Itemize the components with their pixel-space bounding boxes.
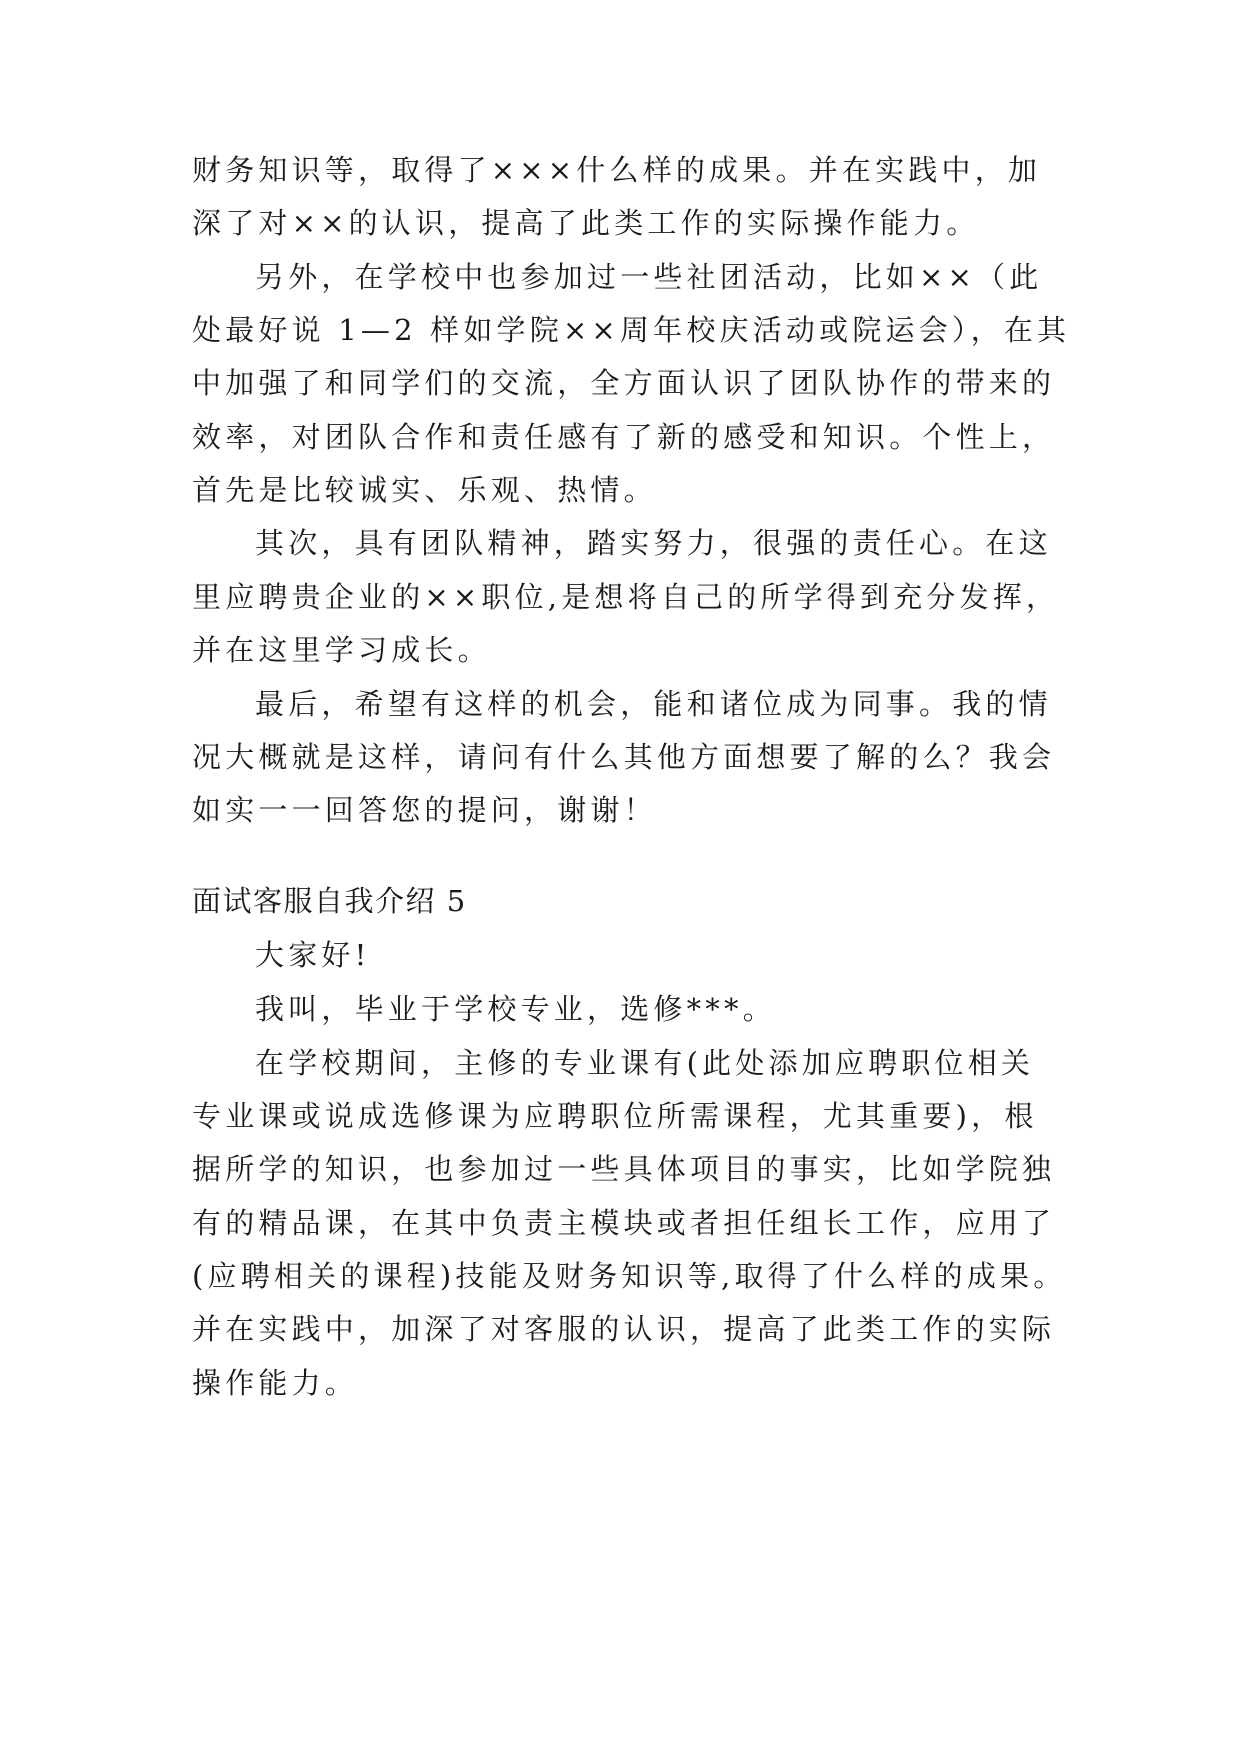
paragraph-line: 我叫，毕业于学校专业，选修***。 xyxy=(255,992,776,1026)
paragraph-line: 有的精品课，在其中负责主模块或者担任组长工作，应用了 xyxy=(192,1206,1056,1240)
paragraph-line: 况大概就是这样，请问有什么其他方面想要了解的么？我会 xyxy=(192,740,1056,774)
paragraph-line: 操作能力。 xyxy=(192,1366,359,1400)
paragraph-line: 并在实践中，加深了对客服的认识，提高了此类工作的实际 xyxy=(192,1312,1056,1346)
paragraph-line: 深了对××的认识，提高了此类工作的实际操作能力。 xyxy=(192,206,980,240)
paragraph-line: (应聘相关的课程)技能及财务知识等,取得了什么样的成果。 xyxy=(192,1259,1067,1293)
paragraph-line: 其次，具有团队精神，踏实努力，很强的责任心。在这 xyxy=(255,526,1052,560)
paragraph-line: 在学校期间，主修的专业课有(此处添加应聘职位相关 xyxy=(255,1046,1035,1080)
paragraph-line: 专业课或说成选修课为应聘职位所需课程，尤其重要)，根 xyxy=(192,1099,1038,1133)
paragraph-line: 处最好说 1—2 样如学院××周年校庆活动或院运会），在其 xyxy=(192,313,1071,347)
paragraph-line: 最后，希望有这样的机会，能和诸位成为同事。我的情 xyxy=(255,687,1052,721)
paragraph-line: 效率，对团队合作和责任感有了新的感受和知识。个性上， xyxy=(192,420,1056,454)
paragraph-line: 里应聘贵企业的××职位,是想将自己的所学得到充分发挥， xyxy=(192,580,1060,614)
paragraph-line: 首先是比较诚实、乐观、热情。 xyxy=(192,473,657,507)
paragraph-line: 财务知识等，取得了×××什么样的成果。并在实践中，加 xyxy=(192,153,1042,187)
paragraph-line: 如实一一回答您的提问，谢谢！ xyxy=(192,793,657,827)
section-heading: 面试客服自我介绍 5 xyxy=(192,884,467,918)
paragraph-line: 并在这里学习成长。 xyxy=(192,633,491,667)
paragraph-line: 另外，在学校中也参加过一些社团活动，比如××（此 xyxy=(255,260,1043,294)
paragraph-line: 据所学的知识，也参加过一些具体项目的事实，比如学院独 xyxy=(192,1152,1056,1186)
paragraph-line: 中加强了和同学们的交流，全方面认识了团队协作的带来的 xyxy=(192,366,1056,400)
paragraph-line: 大家好! xyxy=(255,938,371,972)
